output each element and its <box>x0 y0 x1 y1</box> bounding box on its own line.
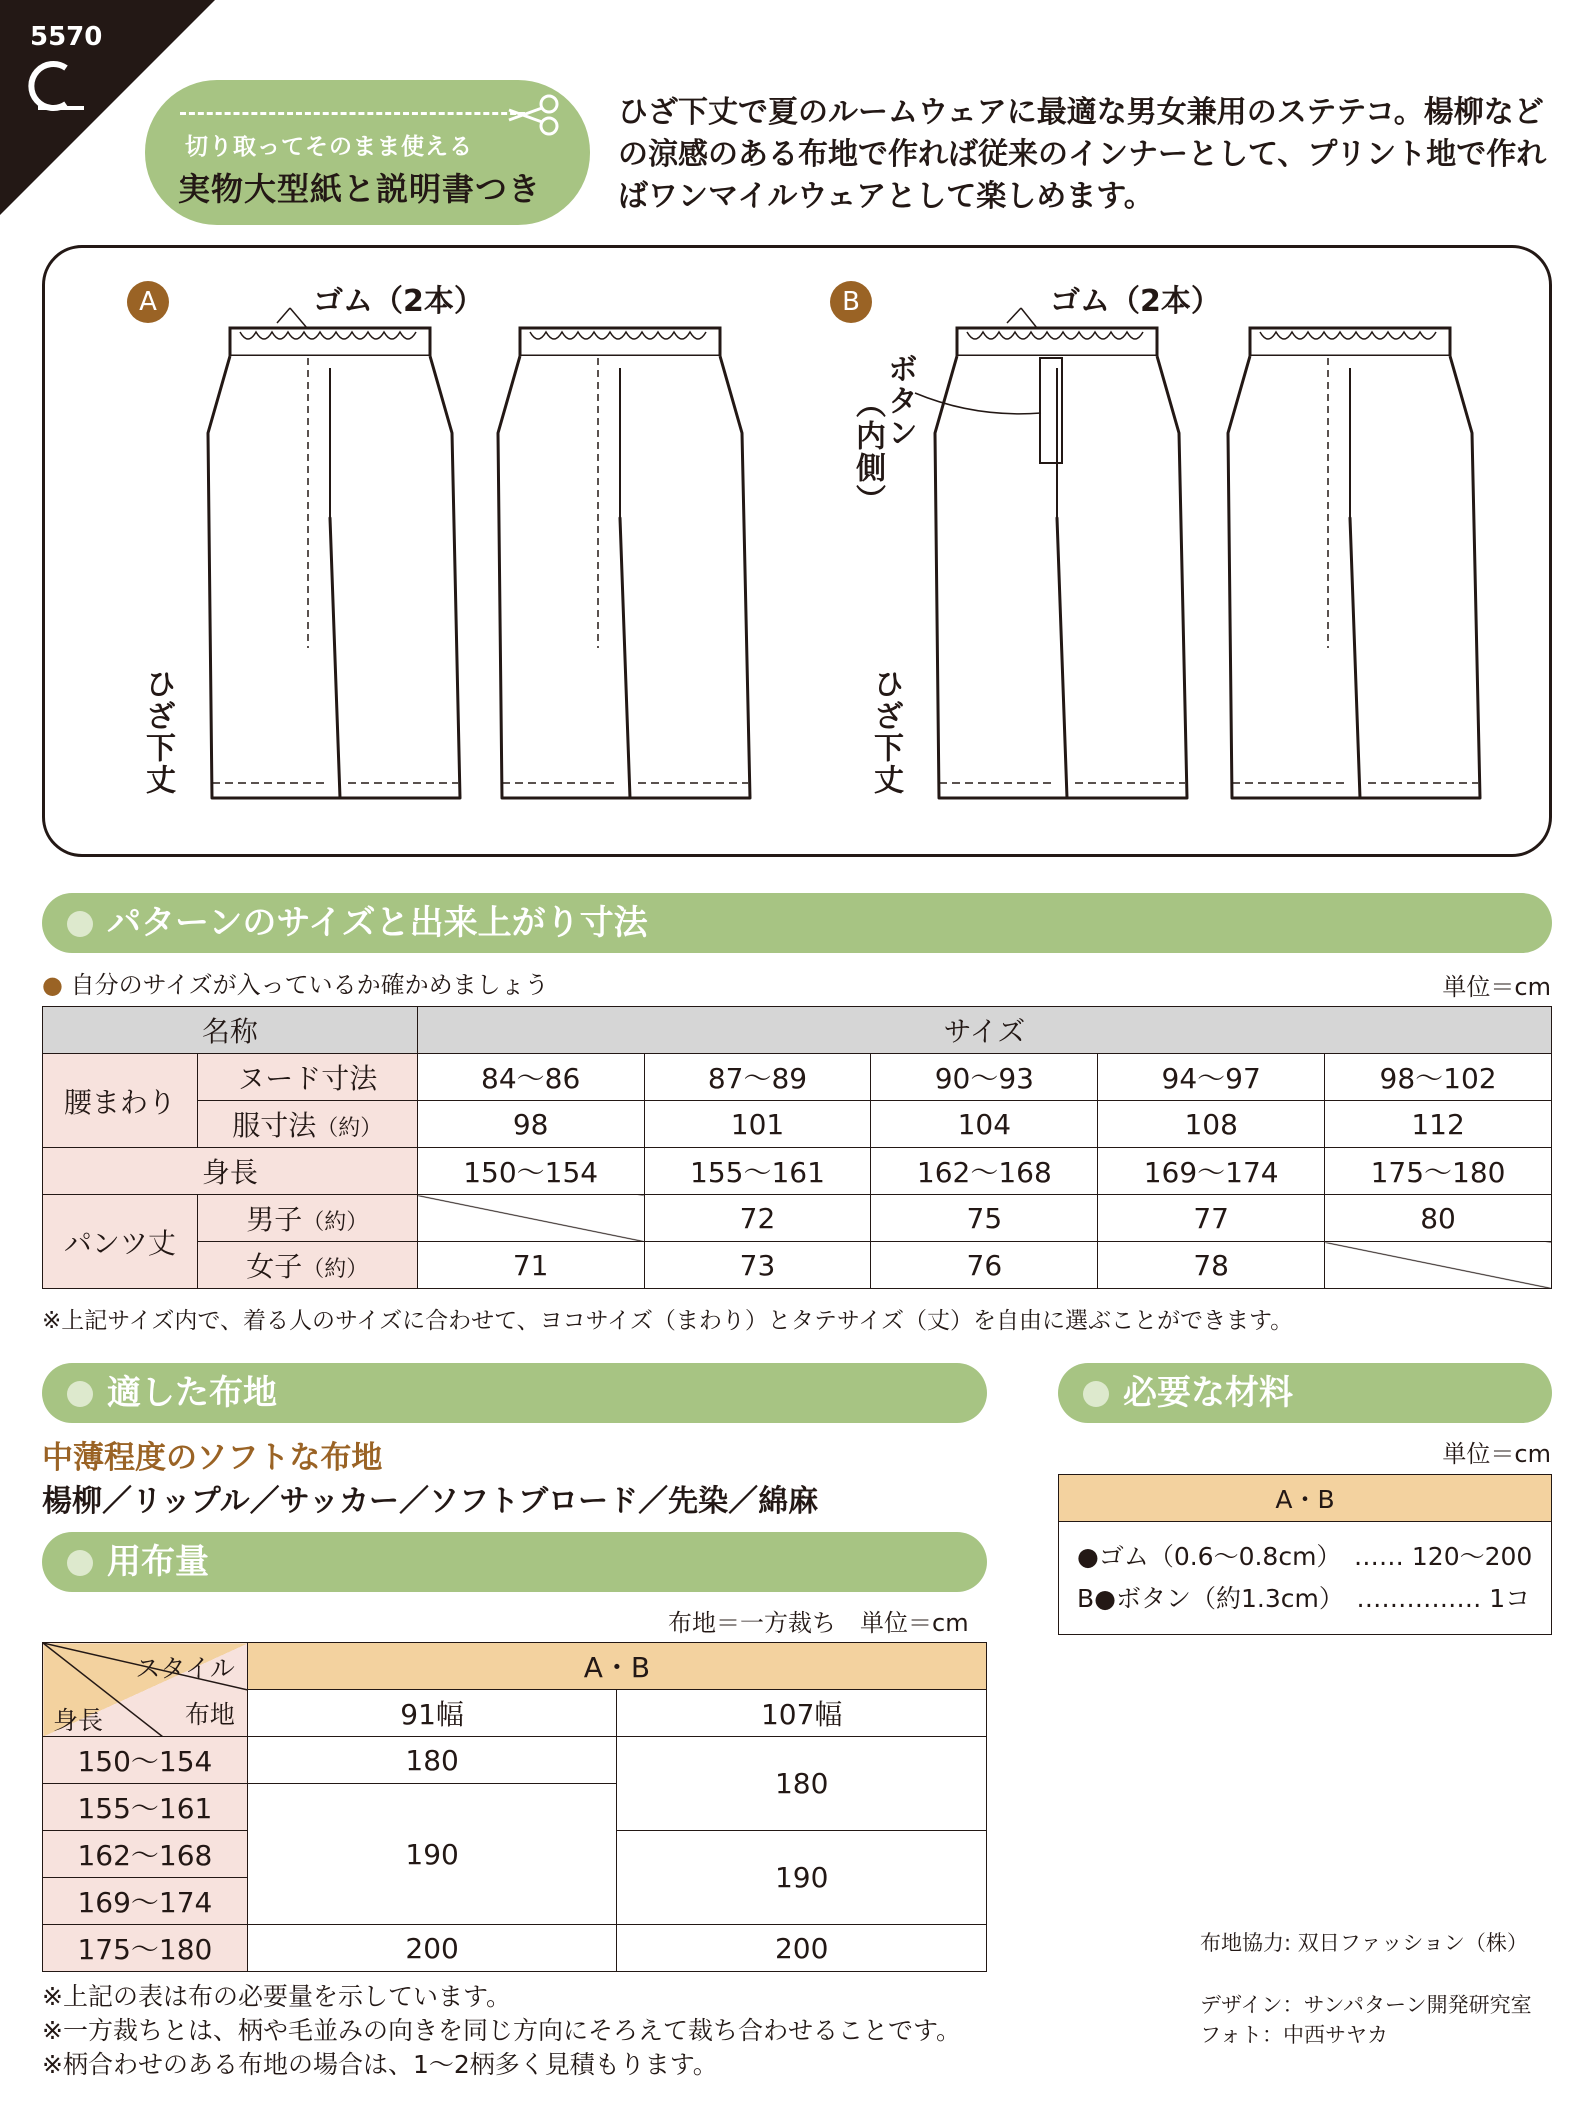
female-text: 女子 <box>246 1250 303 1283</box>
male-value-empty <box>417 1195 644 1242</box>
male-label <box>197 1195 417 1242</box>
height-label: 身長 <box>43 1148 418 1195</box>
garment-value: 101 <box>644 1101 871 1148</box>
nude-value: 84〜86 <box>417 1054 644 1101</box>
size-section-title: パターンのサイズと出来上がり寸法 <box>42 893 1552 953</box>
female-label <box>197 1242 417 1289</box>
yardage-value: 180 <box>617 1737 987 1831</box>
photo-credit: フォト：中西サヤカ <box>1200 2023 1388 2047</box>
size-note <box>42 965 549 1000</box>
male-value: 77 <box>1098 1195 1325 1242</box>
height-value: 150〜154 <box>417 1148 644 1195</box>
pattern-badge <box>145 80 590 225</box>
badge-line1: 切り取ってそのまま使える <box>185 134 473 160</box>
nude-value: 90〜93 <box>871 1054 1098 1101</box>
yardage-table <box>42 1642 987 1972</box>
yardage-value: 190 <box>617 1831 987 1925</box>
width-107-head: 107幅 <box>617 1690 987 1737</box>
nude-value: 94〜97 <box>1098 1054 1325 1101</box>
garment-label <box>197 1101 417 1148</box>
approx-text: （約） <box>302 1257 369 1282</box>
yardage-notes <box>42 1980 961 2082</box>
fabric-list: 楊柳／リップル／サッカー／ソフトブロード／先染／綿麻 <box>42 1484 819 1519</box>
knee-length-label-b: ひざ下丈 <box>868 668 903 796</box>
button-item: B●ボタン（約1.3cm） …………… 1コ <box>1077 1584 1531 1613</box>
height-row: 150〜154 <box>43 1737 248 1784</box>
elastic-label-a: ゴム（2本） <box>313 284 484 319</box>
nude-label: ヌード寸法 <box>197 1054 417 1101</box>
male-value: 72 <box>644 1195 871 1242</box>
approx-text: （約） <box>302 1210 369 1235</box>
bullet-icon: ● <box>42 971 63 999</box>
style-b-marker: B <box>830 281 872 323</box>
button-label: ボタン <box>882 353 917 449</box>
height-value: 162〜168 <box>871 1148 1098 1195</box>
pants-length-label: パンツ丈 <box>43 1195 198 1289</box>
intro-text: ひざ下丈で夏のルームウェアに最適な男女兼用のステテコ。楊柳などの涼感のある布地で作れば従来のインナーとして、プリント地で作ればワンマイルウェアとして楽しめます。 <box>618 95 1547 214</box>
fabric-subtitle: 中薄程度のソフトな布地 <box>42 1440 383 1476</box>
fabric-section-title: 適した布地 <box>42 1363 987 1423</box>
elastic-label-b: ゴム（2本） <box>1050 284 1221 319</box>
fabric-label: 布地 <box>184 1700 235 1729</box>
male-value: 80 <box>1325 1195 1552 1242</box>
garment-value: 98 <box>417 1101 644 1148</box>
female-value: 78 <box>1098 1242 1325 1289</box>
size-unit: 単位＝cm <box>1442 973 1551 1001</box>
scissors-icon <box>507 92 562 137</box>
waist-label: 腰まわり <box>43 1054 198 1148</box>
table-head-size: サイズ <box>417 1007 1551 1054</box>
pattern-code: 5570 <box>30 22 103 52</box>
garment-text: 服寸法 <box>232 1109 317 1142</box>
brand-logo-icon <box>26 60 88 112</box>
garment-value: 108 <box>1098 1101 1325 1148</box>
yardage-value: 190 <box>247 1784 617 1925</box>
materials-table <box>1058 1474 1552 1635</box>
ab-head: A・B <box>247 1643 986 1690</box>
illustration-panel <box>42 245 1552 857</box>
elastic-item: ●ゴム（0.6〜0.8cm） …… 120〜200 <box>1077 1542 1533 1571</box>
size-footnote: ※上記サイズ内で、着る人のサイズに合わせて、ヨコサイズ（まわり）とタテサイズ（丈）を自由に選ぶことができます。 <box>42 1308 1294 1334</box>
height-value: 175〜180 <box>1325 1148 1552 1195</box>
yardage-note: ※一方裁ちとは、柄や毛並みの向きを同じ方向にそろえて裁ち合わせることです。 <box>42 2016 961 2045</box>
yardage-corner-cell <box>43 1643 248 1737</box>
garment-value: 112 <box>1325 1101 1552 1148</box>
height-row: 169〜174 <box>43 1878 248 1925</box>
knee-length-label-a: ひざ下丈 <box>140 668 175 796</box>
width-91-head: 91幅 <box>247 1690 617 1737</box>
size-note-text: 自分のサイズが入っているか確かめましょう <box>70 971 549 999</box>
size-table <box>42 1006 1552 1289</box>
fabric-credit: 布地協力: 双日ファッション（株） <box>1200 1931 1528 1955</box>
style-a-marker: A <box>127 281 169 323</box>
female-value-empty <box>1325 1242 1552 1289</box>
style-label: スタイル <box>135 1654 235 1683</box>
materials-unit: 単位＝cm <box>1442 1440 1551 1468</box>
height-row: 155〜161 <box>43 1784 248 1831</box>
female-value: 76 <box>871 1242 1098 1289</box>
male-text: 男子 <box>246 1203 303 1236</box>
materials-section-title: 必要な材料 <box>1058 1363 1552 1423</box>
yardage-note: ※上記の表は布の必要量を示しています。 <box>42 1982 511 2011</box>
table-head-name: 名称 <box>43 1007 418 1054</box>
yardage-value: 200 <box>247 1925 617 1972</box>
height-row: 162〜168 <box>43 1831 248 1878</box>
garment-value: 104 <box>871 1101 1098 1148</box>
cut-line <box>180 112 525 115</box>
yardage-note: ※柄合わせのある布地の場合は、1〜2柄多く見積もります。 <box>42 2050 718 2079</box>
button-inside-label: （内側） <box>850 388 885 516</box>
yardage-value: 180 <box>247 1737 617 1784</box>
yardage-section-title: 用布量 <box>42 1532 987 1592</box>
materials-head: A・B <box>1059 1475 1552 1522</box>
design-credit: デザイン：サンパターン開発研究室 <box>1200 1993 1532 2017</box>
yardage-unit: 布地＝一方裁ち 単位＝cm <box>668 1609 969 1637</box>
approx-text: （約） <box>316 1116 383 1141</box>
female-value: 71 <box>417 1242 644 1289</box>
female-value: 73 <box>644 1242 871 1289</box>
badge-line2: 実物大型紙と説明書つき <box>178 170 542 208</box>
height-value: 169〜174 <box>1098 1148 1325 1195</box>
materials-body <box>1059 1522 1552 1635</box>
pants-drawing <box>45 248 1549 854</box>
height-label: 身長 <box>53 1706 104 1735</box>
yardage-value: 200 <box>617 1925 987 1972</box>
male-value: 75 <box>871 1195 1098 1242</box>
height-value: 155〜161 <box>644 1148 871 1195</box>
nude-value: 87〜89 <box>644 1054 871 1101</box>
height-row: 175〜180 <box>43 1925 248 1972</box>
nude-value: 98〜102 <box>1325 1054 1552 1101</box>
